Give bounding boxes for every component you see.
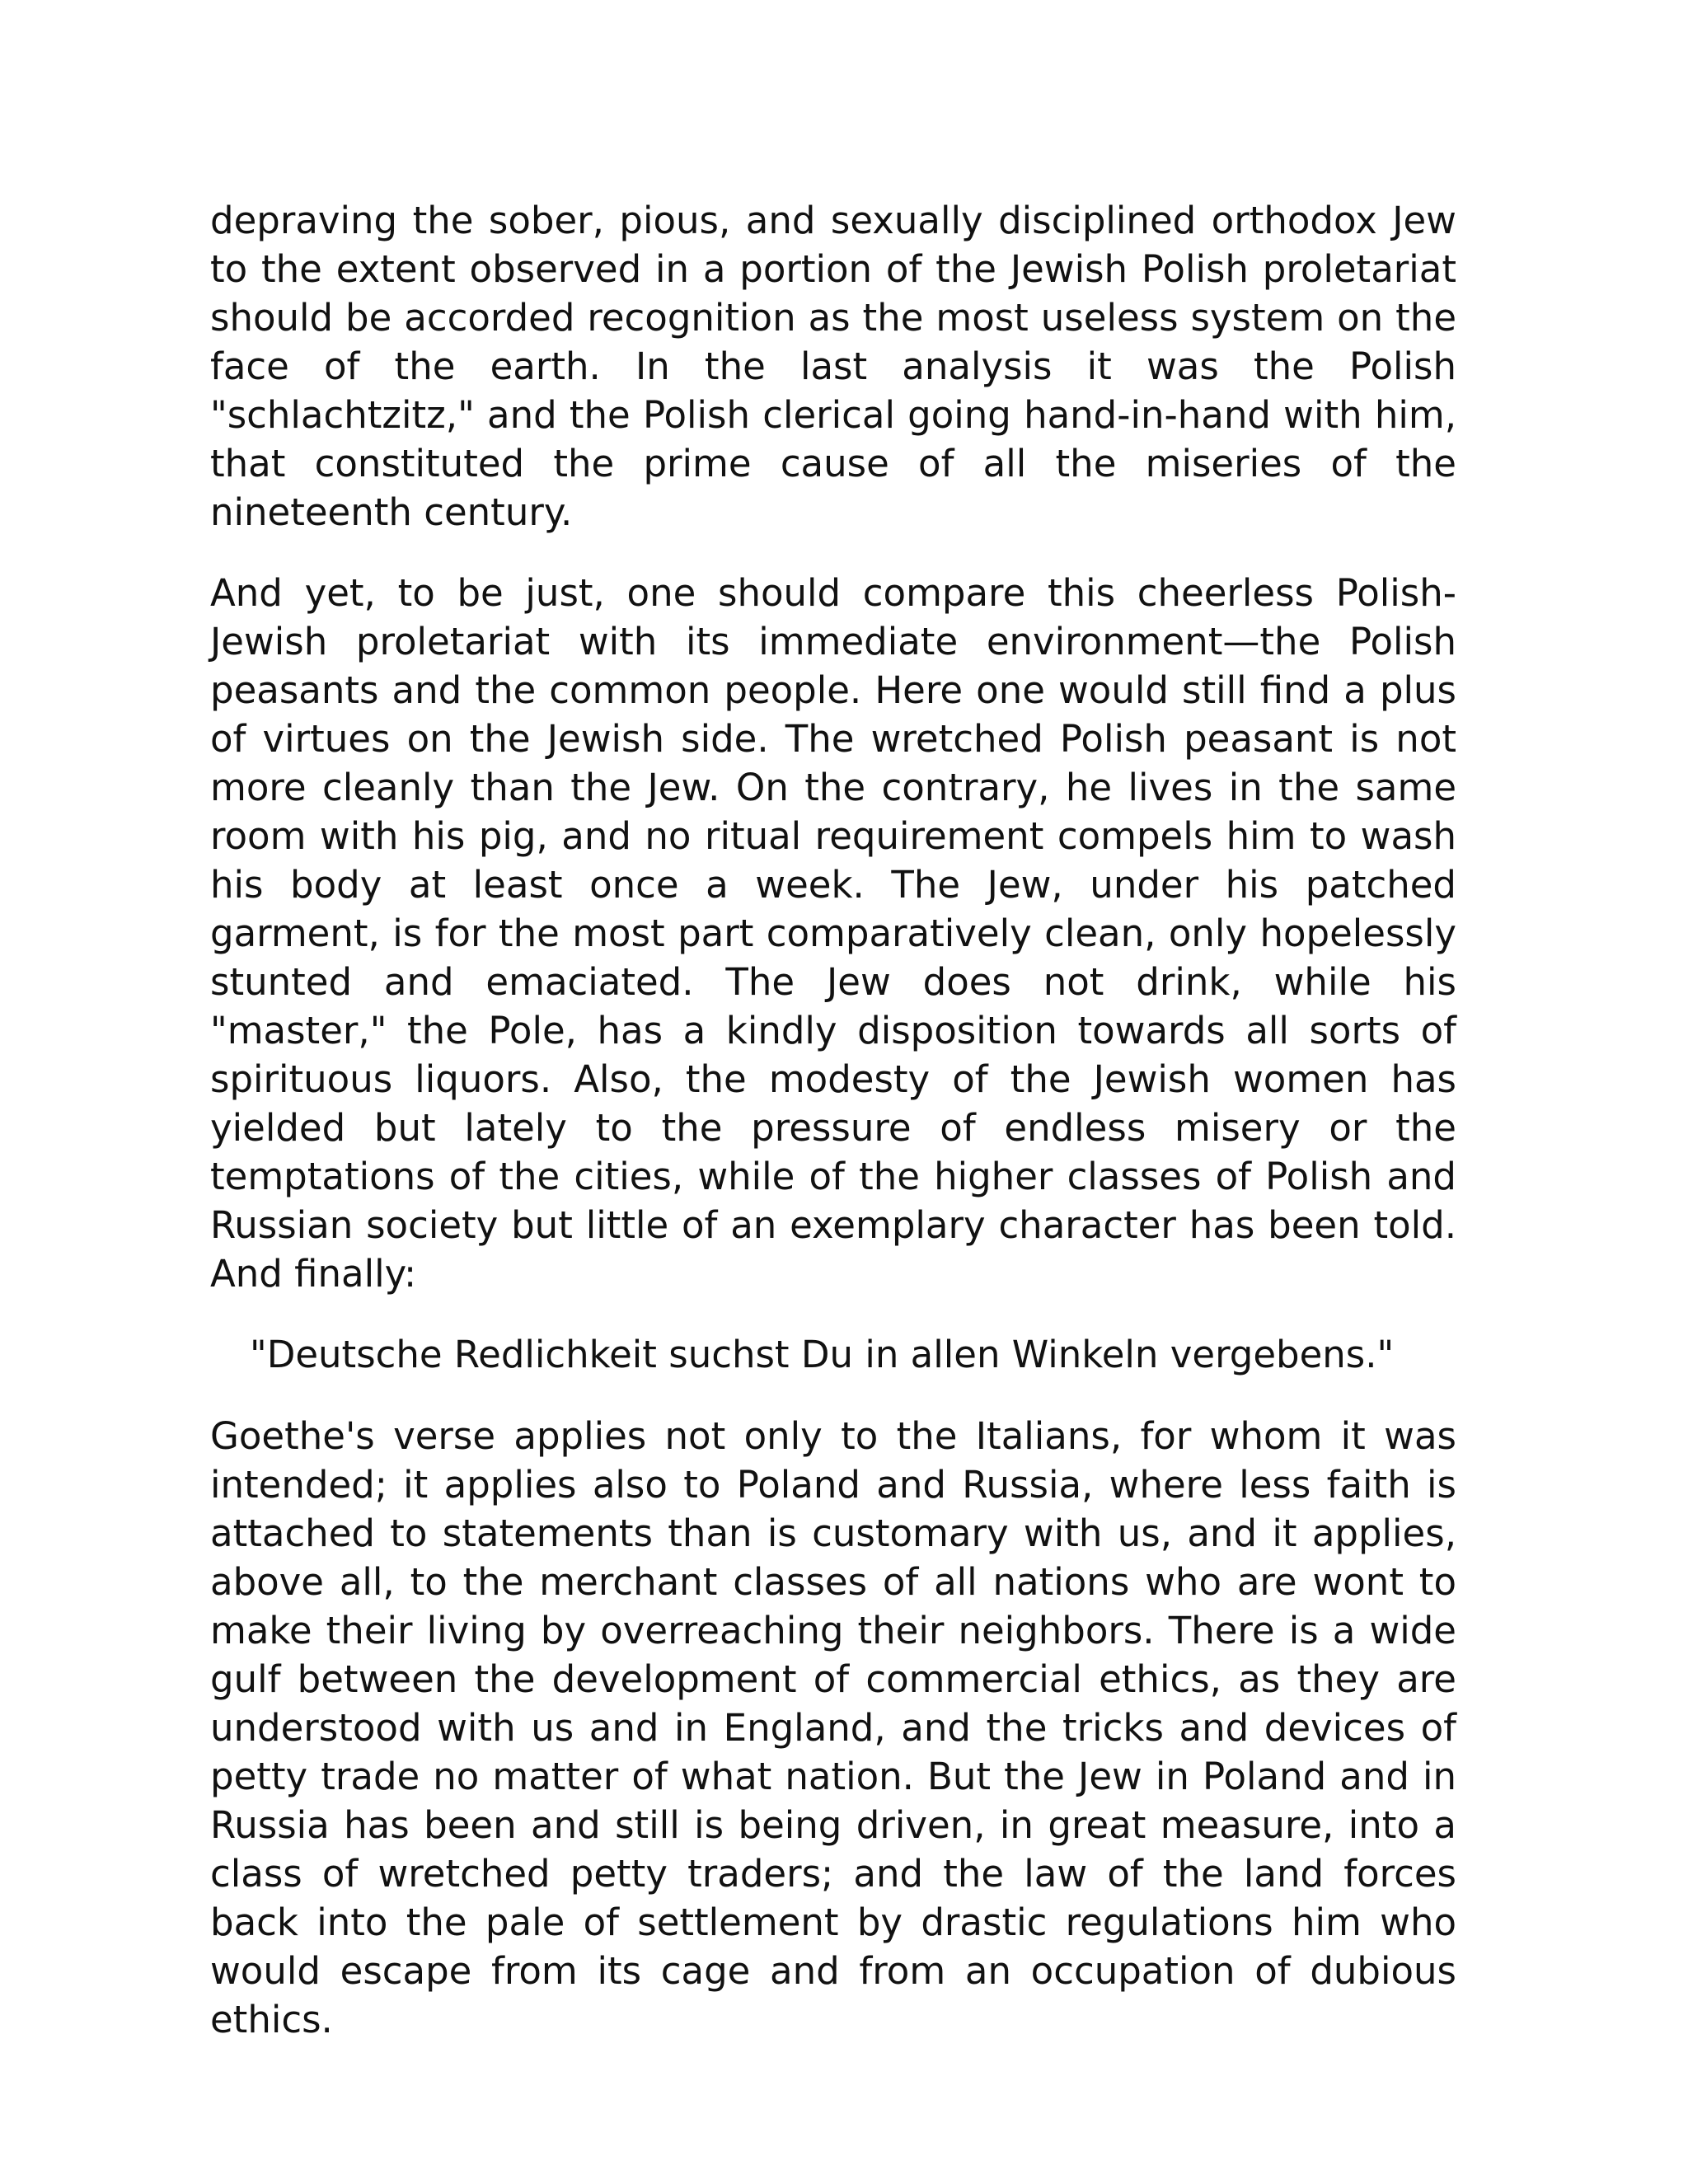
- quotation-line: "Deutsche Redlichkeit suchst Du in allen Winkeln vergebens.": [250, 1333, 1395, 1376]
- paragraph-3: Goethe's verse applies not only to the Italians, for whom it was intended; it applies also to Poland and Russia, where less faith is attached to statements than is customary with us, and it applies, above all, to the merchant classes of all nations who are wont to make their living by overreaching their neighbors. There is a wide gulf between the development of commercial ethics, as they are understood with us and in England, and the tricks and devices of petty trade no matter of what nation. But the Jew in Poland and in Russia has been and still is being driven, in great measure, into a class of wretched petty traders; and the law of the land forces back into the pale of settlement by drastic regulations him who would escape from its cage and from an occupation of dubious ethics.: [210, 1414, 1456, 2041]
- paragraph-1: depraving the sober, pious, and sexually disciplined orthodox Jew to the extent observed in a portion of the Jewish Polish proletariat should be accorded recognition as the most useless system on the face of the earth. In the last analysis it was the Polish "schlachtzitz," and the Polish clerical going hand-in-hand with him, that constituted the prime cause of all the miseries of the nineteenth century.: [210, 199, 1456, 534]
- document-page: [210, 196, 1456, 2044]
- paragraph-2: And yet, to be just, one should compare this cheerless Polish-Jewish proletariat with its immediate environment—the Polish peasants and the common people. Here one would still find a plus of virtues on the Jewish side. The wretched Polish peasant is not more cleanly than the Jew. On the contrary, he lives in the same room with his pig, and no ritual requirement compels him to wash his body at least once a week. The Jew, under his patched garment, is for the most part comparatively clean, only hopelessly stunted and emaciated. The Jew does not drink, while his "master," the Pole, has a kindly disposition towards all sorts of spirituous liquors. Also, the modesty of the Jewish women has yielded but lately to the pressure of endless misery or the temptations of the cities, while of the higher classes of Polish and Russian society but little of an exemplary character has been told. And finally:: [210, 571, 1456, 1296]
